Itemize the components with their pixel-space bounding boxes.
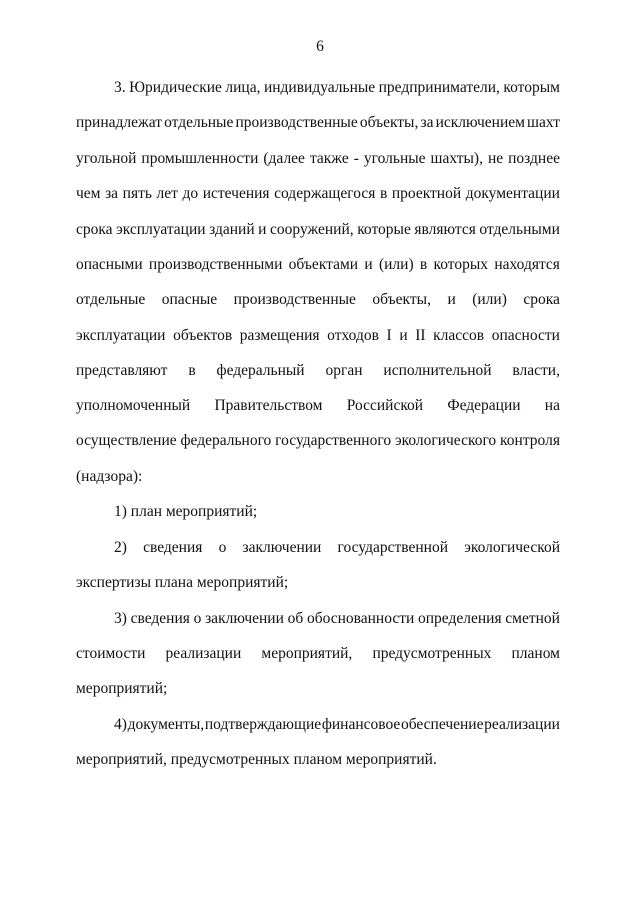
word: документы, [127,716,205,733]
word: реализации [484,716,560,733]
word: которых [433,256,489,273]
word: зданий [209,221,255,238]
word: предприниматели, [378,79,500,96]
word: об [287,610,304,627]
word: обоснованности [306,610,415,627]
word: являются [414,221,476,238]
word: проектной [391,185,462,202]
word: опасные [161,291,218,308]
word: II [415,327,426,344]
word: 2) [114,539,127,556]
word: пять [122,185,152,202]
word: также [309,150,349,167]
word: объектами [288,256,359,273]
word: шахты), [430,150,483,167]
word: и [447,291,456,308]
word: производственные [233,291,356,308]
word: в [419,256,428,273]
text-line [76,361,560,381]
word: содержащегося [274,185,376,202]
word: до [182,185,199,202]
word: производственные [235,114,358,131]
word: лица, [225,79,261,96]
word: угольные [363,150,426,167]
word: реализации [165,645,242,662]
word: контроля [500,432,560,449]
text-line: мероприятий; [76,680,168,697]
word: на [544,397,560,414]
word: классов [433,327,485,344]
word: мероприятий, [261,645,353,662]
word: экологического [394,432,497,449]
text-line [76,113,560,133]
word: уполномоченный [76,397,191,414]
word: в [379,185,388,202]
word: сооружений, [270,221,354,238]
word: федерального [180,432,272,449]
word: срока [76,221,113,238]
word: стоимости [76,645,146,662]
word: объектов [173,327,233,344]
text-line [114,78,560,98]
text-line [76,644,560,664]
word: заключении [242,539,322,556]
word: государственного [275,432,392,449]
word: 4) [114,716,127,733]
word: осуществление [76,432,177,449]
text-line [114,715,560,735]
word: сведения [130,610,190,627]
word: I [386,327,392,344]
word: истечения [202,185,270,202]
word: исключением [435,114,525,131]
word: - [353,150,359,167]
text-line: 1) план мероприятий; [114,503,258,520]
text-line [114,538,560,558]
word: экологической [464,539,560,556]
text-line: экспертизы плана мероприятий; [76,574,289,591]
word: и [258,221,267,238]
word: за [420,114,434,131]
word: позднее [508,150,560,167]
word: определения [418,610,502,627]
word: (или) [378,256,414,273]
word: чем [76,185,101,202]
word: государственной [337,539,448,556]
word: заключении [205,610,284,627]
word: Федерации [447,397,521,414]
word: срока [523,291,560,308]
text-line: (надзора): [76,468,143,485]
word: (или) [472,291,507,308]
word: и [364,256,373,273]
text-line [76,149,560,169]
word: Юридические [129,79,222,96]
word: исполнительной [383,362,492,379]
word: эксплуатации [116,221,206,238]
text-line [76,255,560,275]
text-line [114,609,560,629]
word: и [399,327,408,344]
word: размещения [239,327,320,344]
word: подтверждающие [204,716,322,733]
word: шахт [527,114,560,131]
word: о [218,539,227,556]
text-line [76,290,560,310]
text-line [76,431,560,451]
word: опасности [491,327,560,344]
word: обеспечение [400,716,484,733]
page-number: 6 [316,38,324,55]
word: представляют [76,362,168,379]
word: принадлежат [76,114,162,131]
word: планом [511,645,560,662]
word: находятся [494,256,560,273]
word: за [105,185,119,202]
word: угольной [76,150,137,167]
word: предусмотренных [372,645,492,662]
word: сметной [505,610,560,627]
word: (далее [263,150,305,167]
word: отходов [327,327,379,344]
word: объекты, [359,114,419,131]
text-line: мероприятий, предусмотренных планом мероприятий. [76,751,437,768]
word: отдельными [479,221,560,238]
text-line [76,396,560,416]
word: сведения [143,539,203,556]
word: которые [357,221,411,238]
word: индивидуальные [263,79,376,96]
word: в [188,362,196,379]
text-line [76,184,560,204]
word: федеральный [216,362,305,379]
word: 3. [114,79,126,96]
word: отдельные [76,291,146,308]
word: Российской [346,397,424,414]
word: отдельные [164,114,234,131]
word: опасными [76,256,143,273]
text-line [76,326,560,346]
word: финансовое [321,716,401,733]
word: промышленности [141,150,259,167]
word: объекты, [372,291,431,308]
document-body [0,78,640,778]
word: не [487,150,504,167]
word: лет [156,185,178,202]
word: 3) [114,610,127,627]
word: которым [503,79,560,96]
word: документации [465,185,560,202]
word: власти, [512,362,560,379]
word: Правительством [214,397,323,414]
word: о [193,610,202,627]
text-line [76,220,560,240]
word: производственными [148,256,283,273]
word: эксплуатации [76,327,166,344]
word: орган [325,362,363,379]
